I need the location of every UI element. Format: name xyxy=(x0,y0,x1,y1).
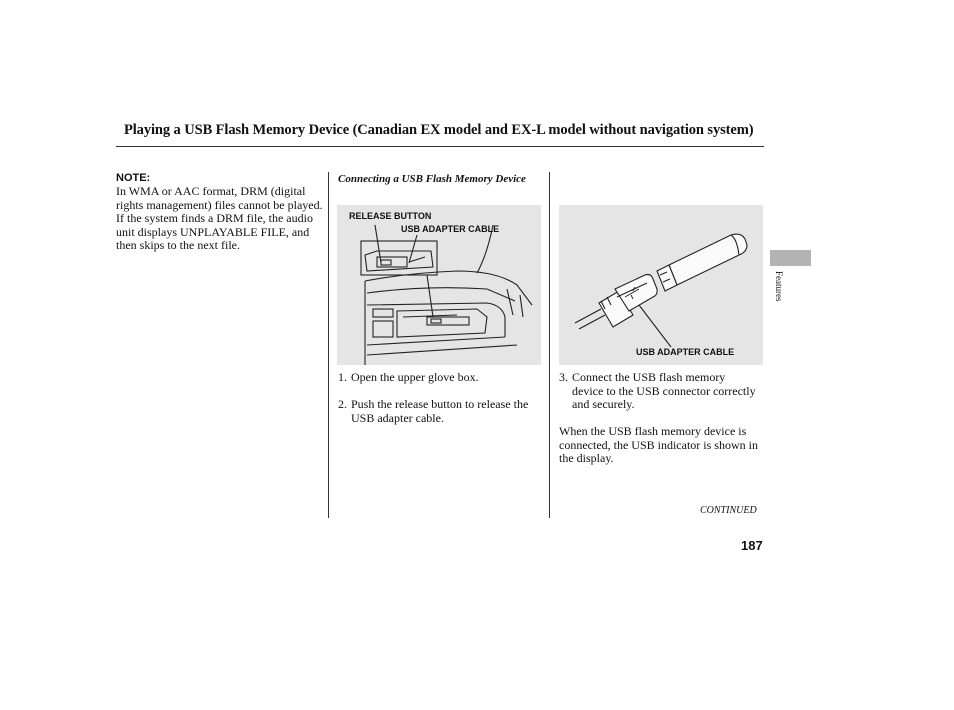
column-divider-right xyxy=(549,172,550,518)
step-2 xyxy=(338,398,543,425)
step-number: 2. xyxy=(338,397,347,411)
title-divider xyxy=(116,146,764,147)
step-text: Open the upper glove box. xyxy=(351,370,479,384)
glove-box-figure xyxy=(337,205,541,365)
usb-flash-drive-illustration-icon xyxy=(559,205,763,365)
continued-label: CONTINUED xyxy=(700,505,757,516)
usb-adapter-cable-label: USB ADAPTER CABLE xyxy=(401,224,500,234)
column-divider-left xyxy=(328,172,329,518)
section-side-label: Features xyxy=(774,271,784,302)
step-3 xyxy=(559,371,759,412)
page-number: 187 xyxy=(741,538,763,553)
section-subheading: Connecting a USB Flash Memory Device xyxy=(338,173,526,185)
section-tab-marker xyxy=(770,250,811,266)
release-button-label: RELEASE BUTTON xyxy=(349,211,432,221)
usb-adapter-cable-label-2: USB ADAPTER CABLE xyxy=(636,347,735,357)
note-body: In WMA or AAC format, DRM (digital rights management) files cannot be played. If the system finds a DRM file, the audio unit displays UNPLAYABLE FILE, and then skips to the next file. xyxy=(116,184,323,252)
usb-drive-figure xyxy=(559,205,763,365)
step-text: Connect the USB flash memory device to the USB connector correctly and securely. xyxy=(572,370,756,411)
page-title: Playing a USB Flash Memory Device (Canadian EX model and EX-L model without navigation system) xyxy=(124,122,754,138)
note-heading: NOTE: xyxy=(116,172,151,184)
step-number: 1. xyxy=(338,370,347,384)
step-1 xyxy=(338,371,543,385)
step-text: Push the release button to release the USB adapter cable. xyxy=(351,397,529,425)
step-number: 3. xyxy=(559,370,568,384)
usb-indicator-paragraph: When the USB flash memory device is connected, the USB indicator is shown in the display. xyxy=(559,424,758,465)
